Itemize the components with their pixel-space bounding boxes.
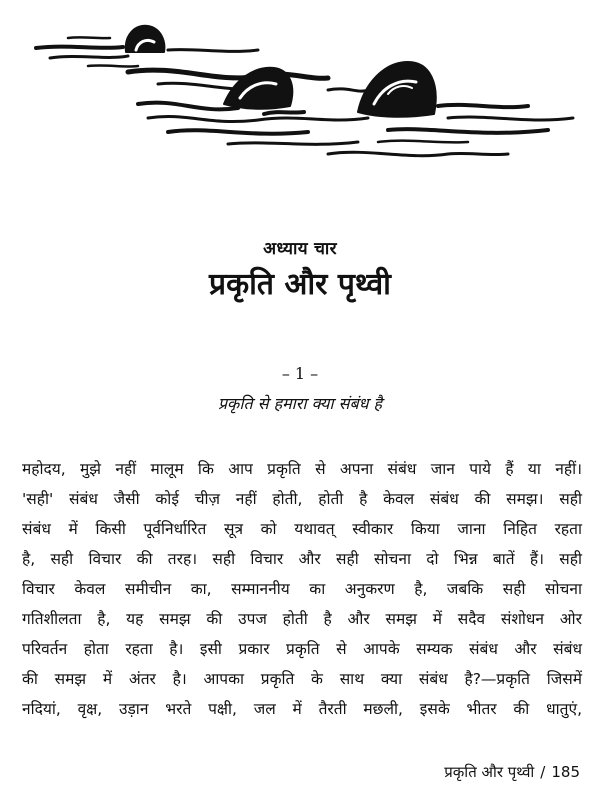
body-line: संबंध में किसी पूर्वनिर्धारित सूत्र को यथावत् स्वीकार किया जाना निहित रहता: [22, 520, 582, 538]
body-line: 'सही' संबंध जैसी कोई चीज़ नहीं होती, होती है केवल संबंध की समझ। सही: [22, 490, 582, 508]
running-title: प्रकृति और पृथ्वी: [444, 763, 535, 781]
body-line: महोदय, मुझे नहीं मालूम कि आप प्रकृति से अपना संबंध जान पाये हैं या नहीं।: [22, 460, 582, 478]
page-footer: [444, 762, 580, 782]
chapter-label: अध्याय चार: [263, 239, 337, 259]
body-line: है, सही विचार की तरह। सही विचार और सही सोचना दो भिन्न बातें हैं। सही: [22, 550, 582, 568]
body-line: विचार केवल समीचीन का, सम्माननीय का अनुकरण है, जबकि सही सोचना: [22, 580, 582, 598]
section-title: प्रकृति से हमारा क्या संबंध है: [217, 394, 383, 413]
chapter-title: प्रकृति और पृथ्वी: [209, 267, 391, 302]
page-number: 185: [551, 763, 580, 781]
body-line: गतिशीलता है, यह समझ की उपज होती है और समझ में सदैव संशोधन ओर: [22, 610, 582, 628]
body-line: परिवर्तन होता रहता है। इसी प्रकार प्रकृति से आपके सम्यक संबंध और संबंध: [22, 640, 582, 658]
footer-separator: /: [540, 763, 546, 781]
section-number: – 1 –: [281, 364, 319, 383]
swimmers-illustration: [28, 14, 580, 169]
body-line: की समझ में अंतर है। आपका प्रकृति के साथ क्या संबंध है?—प्रकृति जिसमें: [22, 670, 582, 688]
body-line: नदियां, वृक्ष, उड़ान भरते पक्षी, जल में तैरती मछली, इसके भीतर की धातुएं,: [22, 700, 582, 718]
body-paragraph: [22, 454, 582, 724]
